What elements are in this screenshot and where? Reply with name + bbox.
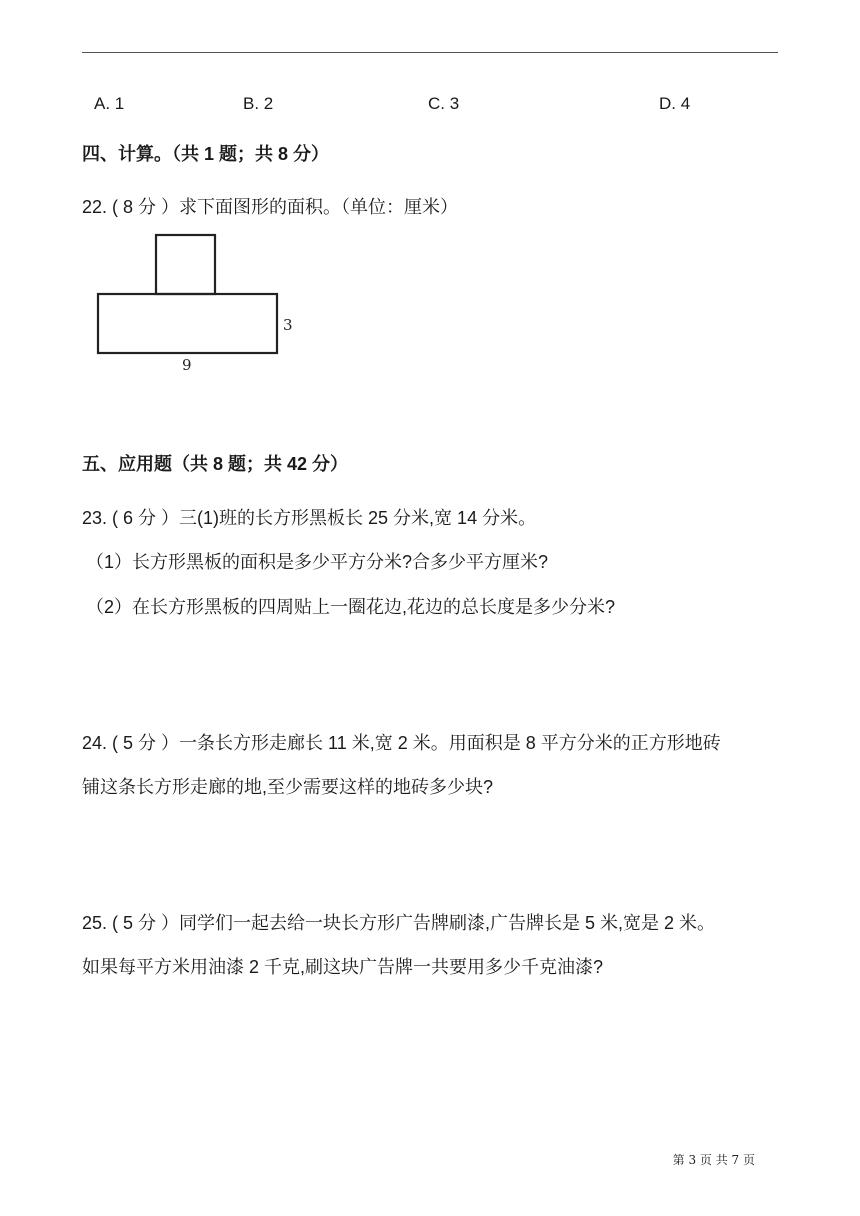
top-square: [156, 235, 215, 294]
question-25-line2: 如果每平方米用油漆 2 千克,刷这块广告牌一共要用多少千克油漆?: [82, 957, 604, 977]
question-24-line2: 铺这条长方形走廊的地,至少需要这样的地砖多少块?: [82, 777, 494, 797]
area-figure: [96, 232, 306, 372]
bottom-label: 9: [182, 356, 192, 372]
option-a: A. 1: [94, 94, 125, 113]
side-label: 3: [283, 316, 293, 334]
bottom-rectangle: [98, 294, 277, 353]
section4-title: 四、计算。（共 1 题；共 8 分）: [82, 144, 330, 164]
option-d: D. 4: [659, 94, 691, 113]
question-23-part2: （2）在长方形黑板的四周贴上一圈花边,花边的总长度是多少分米?: [86, 597, 616, 617]
header-rule: [82, 52, 778, 53]
question-23-stem: 23. ( 6 分 ）三(1)班的长方形黑板长 25 分米,宽 14 分米。: [82, 508, 537, 528]
section5-title: 五、应用题（共 8 题；共 42 分）: [82, 454, 349, 474]
question-25-line1: 25. ( 5 分 ）同学们一起去给一块长方形广告牌刷漆,广告牌长是 5 米,宽是 2 米。: [82, 913, 716, 933]
page-footer: 第 3 页 共 7 页: [672, 1153, 755, 1167]
question-22: 22. ( 8 分 ）求下面图形的面积。（单位：厘米）: [82, 197, 459, 217]
question-24-line1: 24. ( 5 分 ）一条长方形走廊长 11 米,宽 2 米。用面积是 8 平方分米的正方形地砖: [82, 733, 721, 753]
question-23-part1: （1）长方形黑板的面积是多少平方分米?合多少平方厘米?: [86, 552, 549, 572]
option-c: C. 3: [428, 94, 460, 113]
option-b: B. 2: [243, 94, 274, 113]
